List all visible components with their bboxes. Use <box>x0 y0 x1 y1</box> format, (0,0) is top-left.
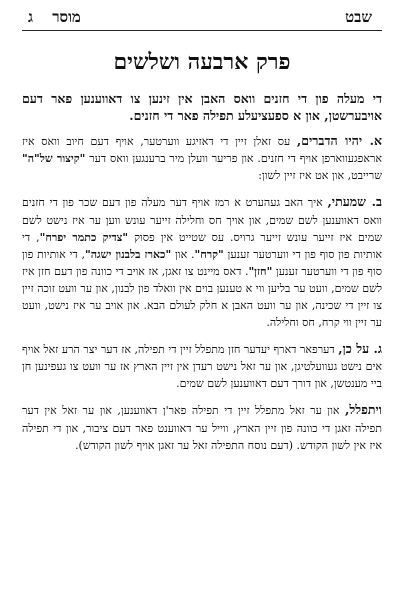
paragraph-vayispalel <box>22 400 382 453</box>
paragraph-text: . און <box>171 247 195 261</box>
paragraph-citation: "כארז בלבנון ישגה" <box>84 247 172 261</box>
chapter-title: פרק ארבעה ושלשים <box>113 49 291 75</box>
paragraph-text: שרייבט, און אט איז זיין לשון: <box>258 169 382 183</box>
paragraph-text: . דאס מיינט צו זאגן, אז אויב די כוונה פון דעם חזן איז לשם שמים, וועט ער בליען ווי א טענען בוים אין וואלד פון לבנון, און ער וועט זוכה זיין צו זיין די שכינה, און ער וועט האבן א חלק לעולם הבא. און אויב ער איז נישט, וועט ער זיין ווי קרח, חס וחלילה. <box>22 264 382 329</box>
paragraph-aleph <box>22 131 382 184</box>
header-title: מוסר <box>52 8 81 26</box>
paragraph-citation: "צדיק כתמר יפרח" <box>39 230 129 244</box>
paragraph-lead: ב. שמעתי, <box>327 194 382 210</box>
paragraph-text: , די אותיות פון סוף פון די ווערטער זענען <box>22 230 382 261</box>
paragraph-lead: ויתפלל, <box>345 402 382 418</box>
page-letter: ג <box>28 8 33 26</box>
header-rule <box>22 30 382 31</box>
paragraph-text: דערפאר דארף יעדער חזן מתפלל זיין די תפילה, אז דער יצר הרע זאל אויף אים נישט געוועלטיגן, און ער זאל נישט רעדן אין זיין הארץ אז ער וועט צו געפינען חן ביי מענטשן, און דורך דעם דאווענען לשם שמים. <box>22 342 382 391</box>
paragraph-gimmel <box>22 339 382 392</box>
paragraph-text: און ער זאל מתפלל זיין די תפילה פאר'ן דאווענען, און ער זאל אין דער תפילה זאגן די כוונה פון זיין הארץ, ווייל ער דאווענט פאר דעם ציבור, און די תפילה איז אין לשון הקודש. (דעם נוסח התפילה זאל ער זאגן אויף לשון הקודש). <box>22 404 382 452</box>
chapter-intro: די מעלה פון די חזנים וואס האבן אין זינען צו דאווענען פאר דעם אויבערשטן, און א ספעציעלע תפילה פאר די חזנים. <box>22 91 382 123</box>
paragraph-beis <box>22 192 382 331</box>
paragraph-lead: א. יהיו הדברים, <box>296 132 382 148</box>
paragraph-text: , די אותיות פון סוף פון די ווערטער זענען <box>22 247 382 278</box>
header-section: שבט <box>345 8 372 26</box>
header-title-group <box>28 8 81 27</box>
running-header <box>22 6 382 28</box>
paragraph-text: עס זאלן זיין די דאזיגע ווערטער, אויף דעם חיוב וואס איז אראפגעווארפן אויף די חזנים. און פריער וועלן מיר ברענגען וואס דער <box>22 134 382 166</box>
paragraph-citation: "קרח" <box>194 247 224 261</box>
paragraph-citation: "קיצור של"ה" <box>22 152 86 166</box>
paragraph-lead: ג. על כן, <box>338 340 382 356</box>
paragraph-text: איך האב געהערט א רמז אויף דער מעלה פון דעם שכר פון די חזנים וואס דאווענען לשם שמים, און אויך חס וחלילה זייער עונש ווען ער איז נישט לשם שמים איז זייער עונש זייער גרויס. עס שטייט אין פסוק <box>22 196 382 244</box>
paragraph-citation: "חזן" <box>248 264 273 278</box>
